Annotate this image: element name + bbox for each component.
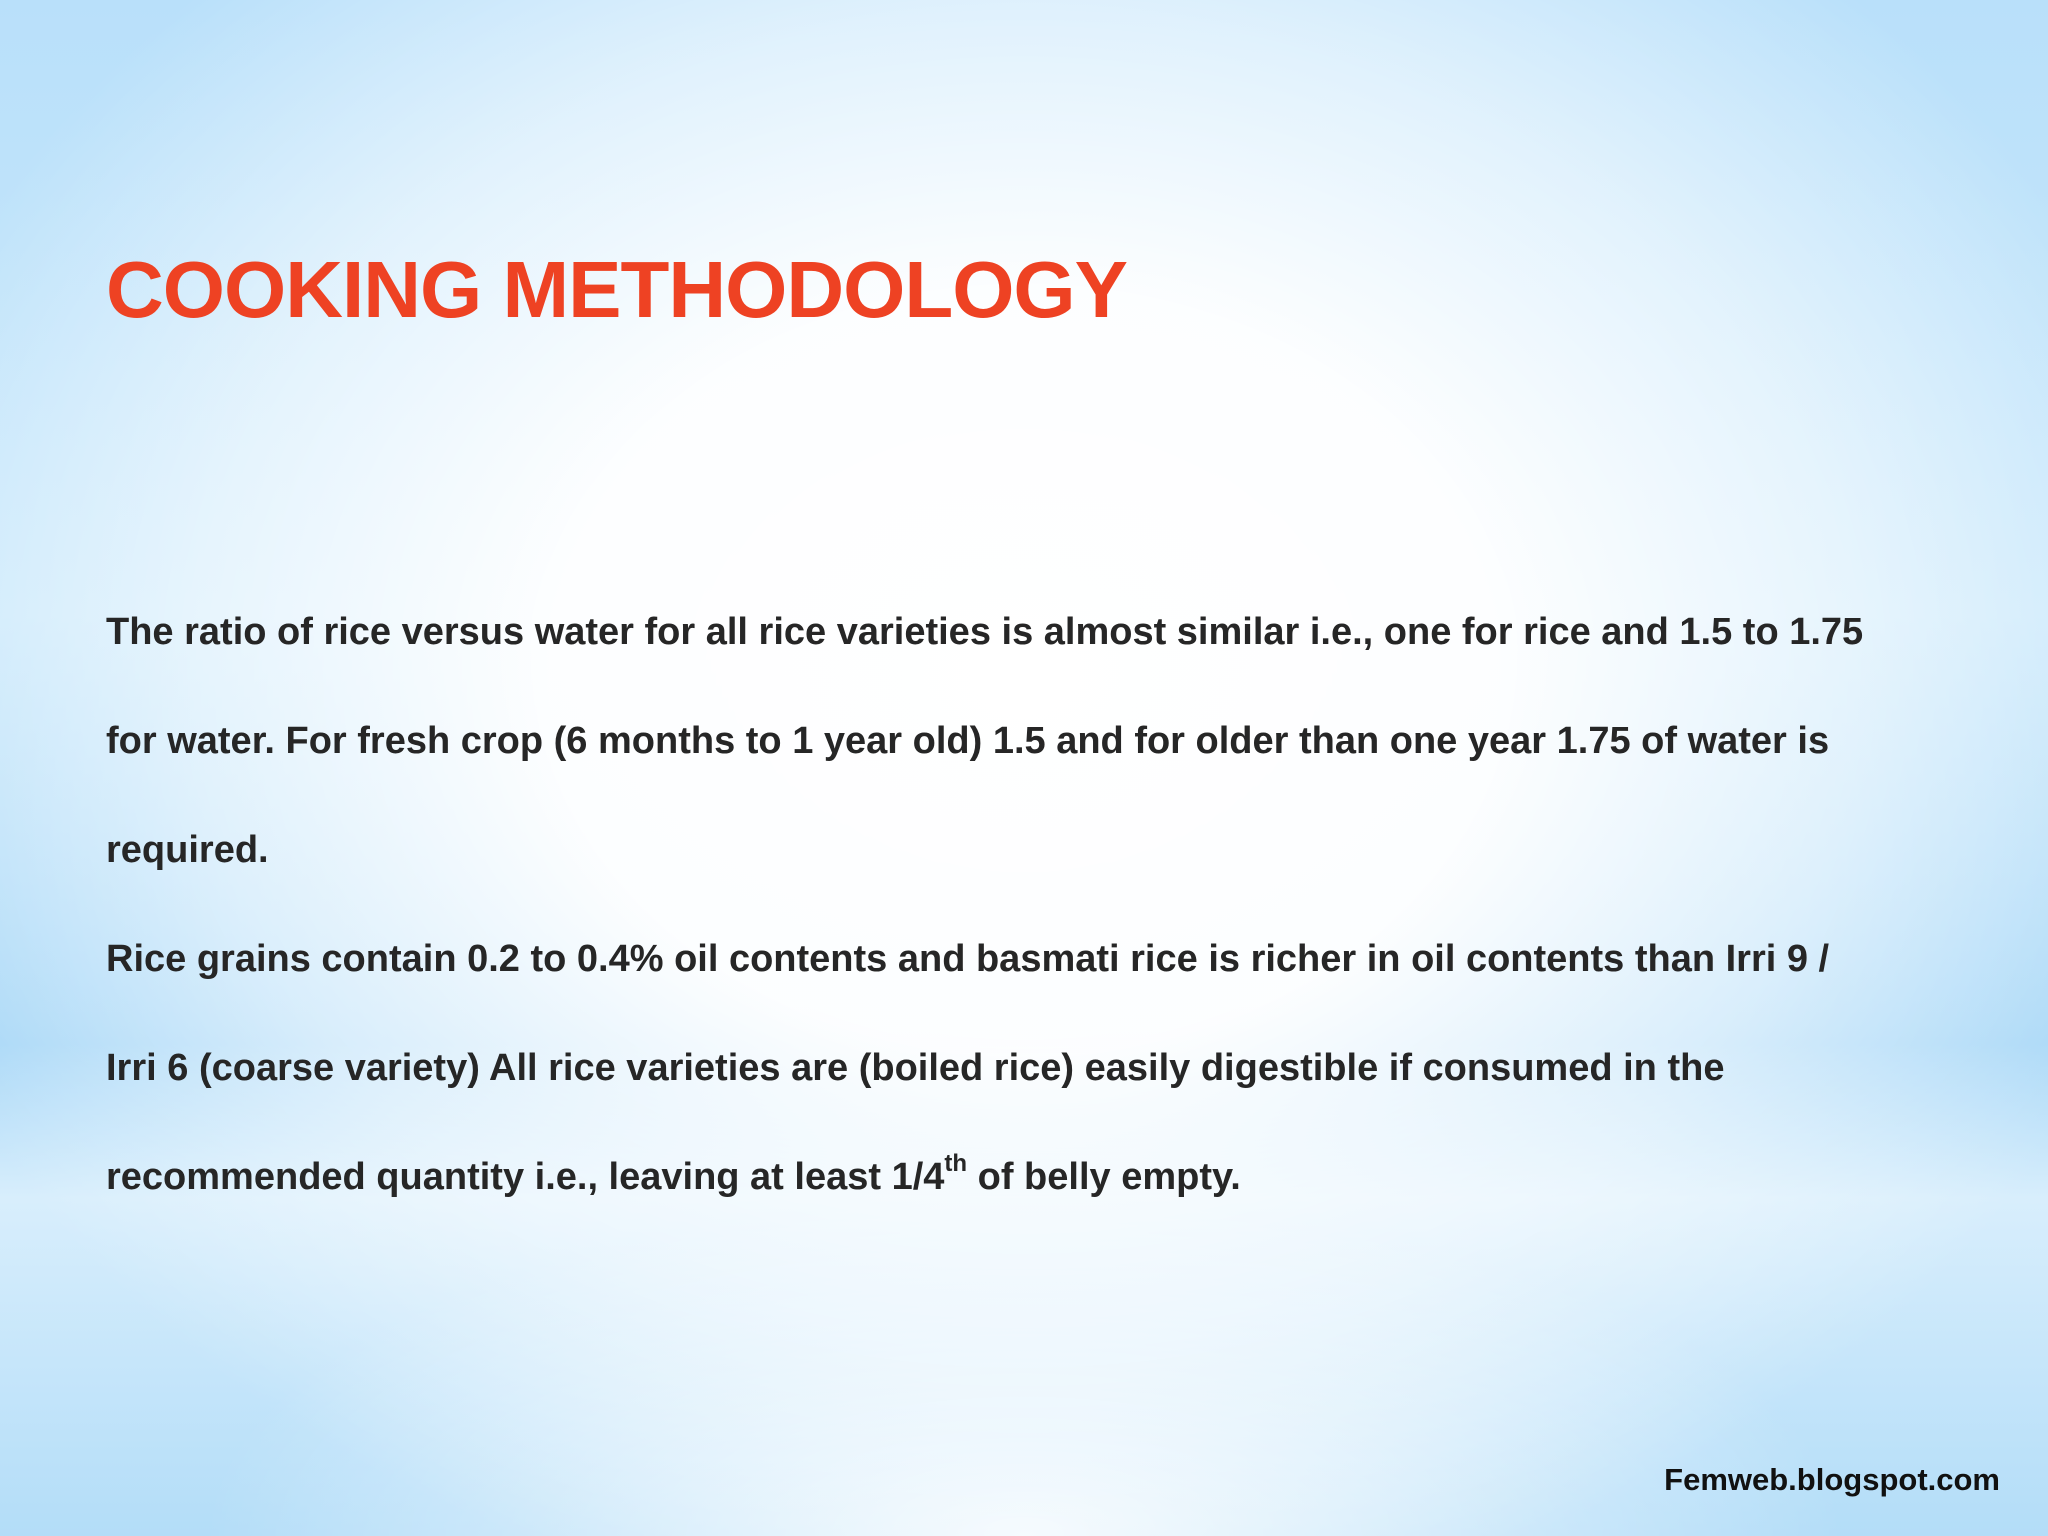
body-line-last (106, 1123, 2006, 1232)
slide-title: COOKING METHODOLOGY (106, 245, 1127, 334)
body-line: for water. For fresh crop (6 months to 1 year old) 1.5 and for older than one year 1.75 of water is (106, 720, 1830, 762)
body-line: Irri 6 (coarse variety) All rice varieties are (boiled rice) easily digestible if consumed in the (106, 1047, 1725, 1089)
body-line: Rice grains contain 0.2 to 0.4% oil contents and basmati rice is richer in oil contents than Irri 9 / (106, 938, 1830, 980)
slide-body (106, 578, 2006, 1232)
body-line: required. (106, 829, 269, 871)
superscript-th: th (944, 1150, 968, 1178)
body-text-fragment: of belly empty. (967, 1156, 1241, 1198)
body-line: The ratio of rice versus water for all rice varieties is almost similar i.e., one for rice and 1.5 to 1.75 (106, 611, 1864, 653)
body-text-fragment: recommended quantity i.e., leaving at least 1/4 (106, 1156, 945, 1198)
footer-watermark: Femweb.blogspot.com (1664, 1462, 2000, 1497)
